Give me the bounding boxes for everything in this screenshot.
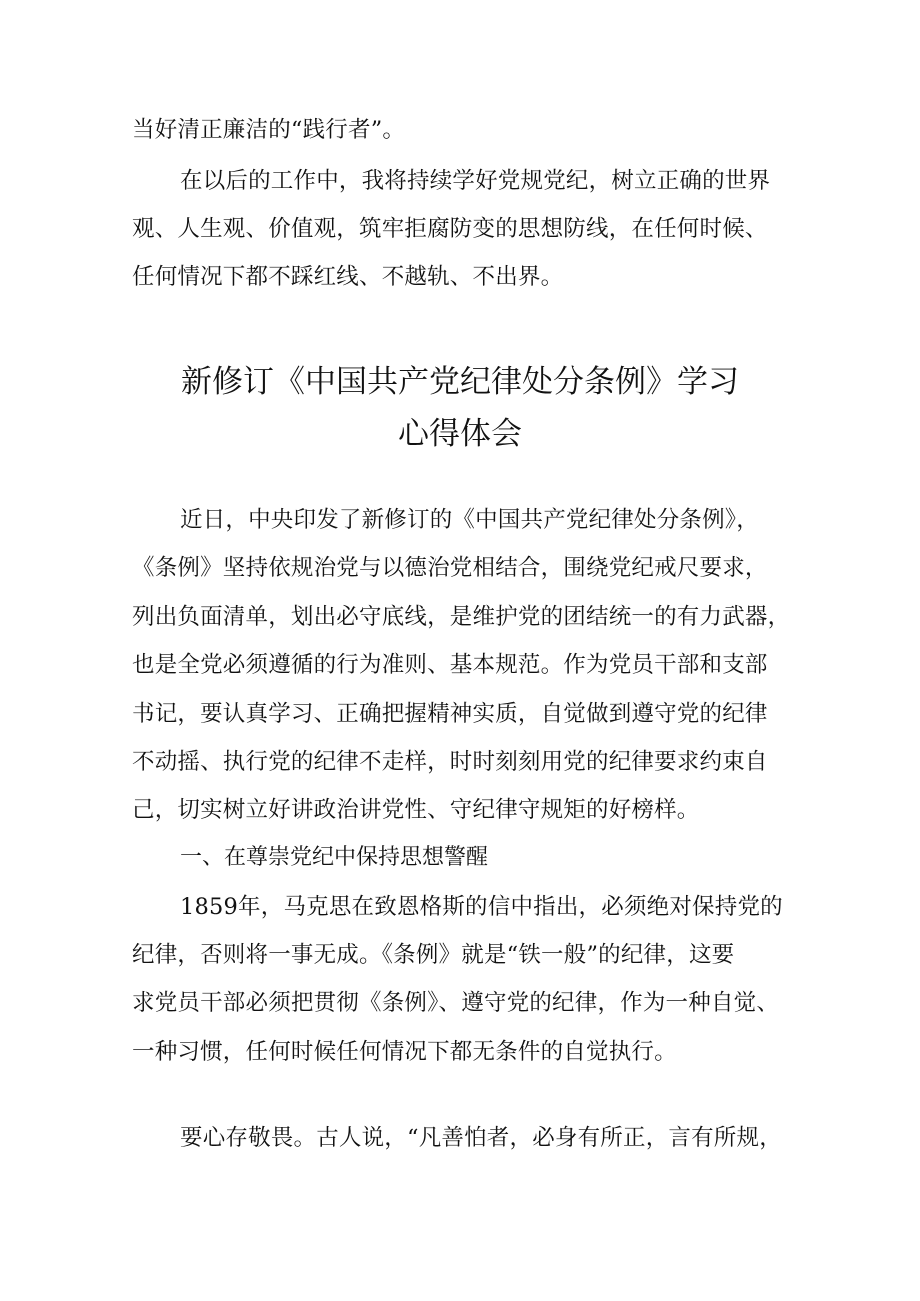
text-line: 在以后的工作中，我将持续学好党规党纪，树立正确的世界 xyxy=(180,168,771,194)
text-line: 纪律，否则将一事无成。《条例》就是“铁一般”的纪律，这要 xyxy=(132,942,735,968)
section-heading: 一、在尊崇党纪中保持思想警醒 xyxy=(180,845,489,870)
text-line: 己，切实树立好讲政治讲党性、守纪律守规矩的好榜样。 xyxy=(132,797,700,823)
article-title-line-2: 心得体会 xyxy=(398,416,522,452)
text-line: 近日，中央印发了新修订的《中国共产党纪律处分条例》， xyxy=(180,507,759,533)
text-line: 当好清正廉洁的“践行者”。 xyxy=(132,117,406,143)
text-line: 要心存敬畏。古人说，“凡善怕者，必身有所正，言有所规， xyxy=(180,1125,782,1151)
text-line: 《条例》坚持依规治党与以德治党相结合，围绕党纪戒尺要求， xyxy=(132,555,768,581)
text-line: 列出负面清单，划出必守底线，是维护党的团结统一的有力武器， xyxy=(132,604,791,630)
text-line: 观、人生观、价值观，筑牢拒腐防变的思想防线，在任何时候、 xyxy=(132,216,768,242)
text-line: 任何情况下都不踩红线、不越轨、不出界。 xyxy=(132,264,564,290)
text-line: 不动摇、执行党的纪律不走样，时时刻刻用党的纪律要求约束自 xyxy=(132,749,768,775)
text-line: 书记，要认真学习、正确把握精神实质，自觉做到遵守党的纪律 xyxy=(132,701,768,727)
article-title-line-1: 新修订《中国共产党纪律处分条例》学习 xyxy=(181,364,739,400)
text-line: 1859年，马克思在致恩格斯的信中指出，必须绝对保持党的 xyxy=(180,894,783,920)
text-line: 也是全党必须遵循的行为准则、基本规范。作为党员干部和支部 xyxy=(132,652,768,678)
text-line: 求党员干部必须把贯彻《条例》、遵守党的纪律，作为一种自觉、 xyxy=(132,990,780,1016)
text-line: 一种习惯，任何时候任何情况下都无条件的自觉执行。 xyxy=(132,1039,677,1065)
